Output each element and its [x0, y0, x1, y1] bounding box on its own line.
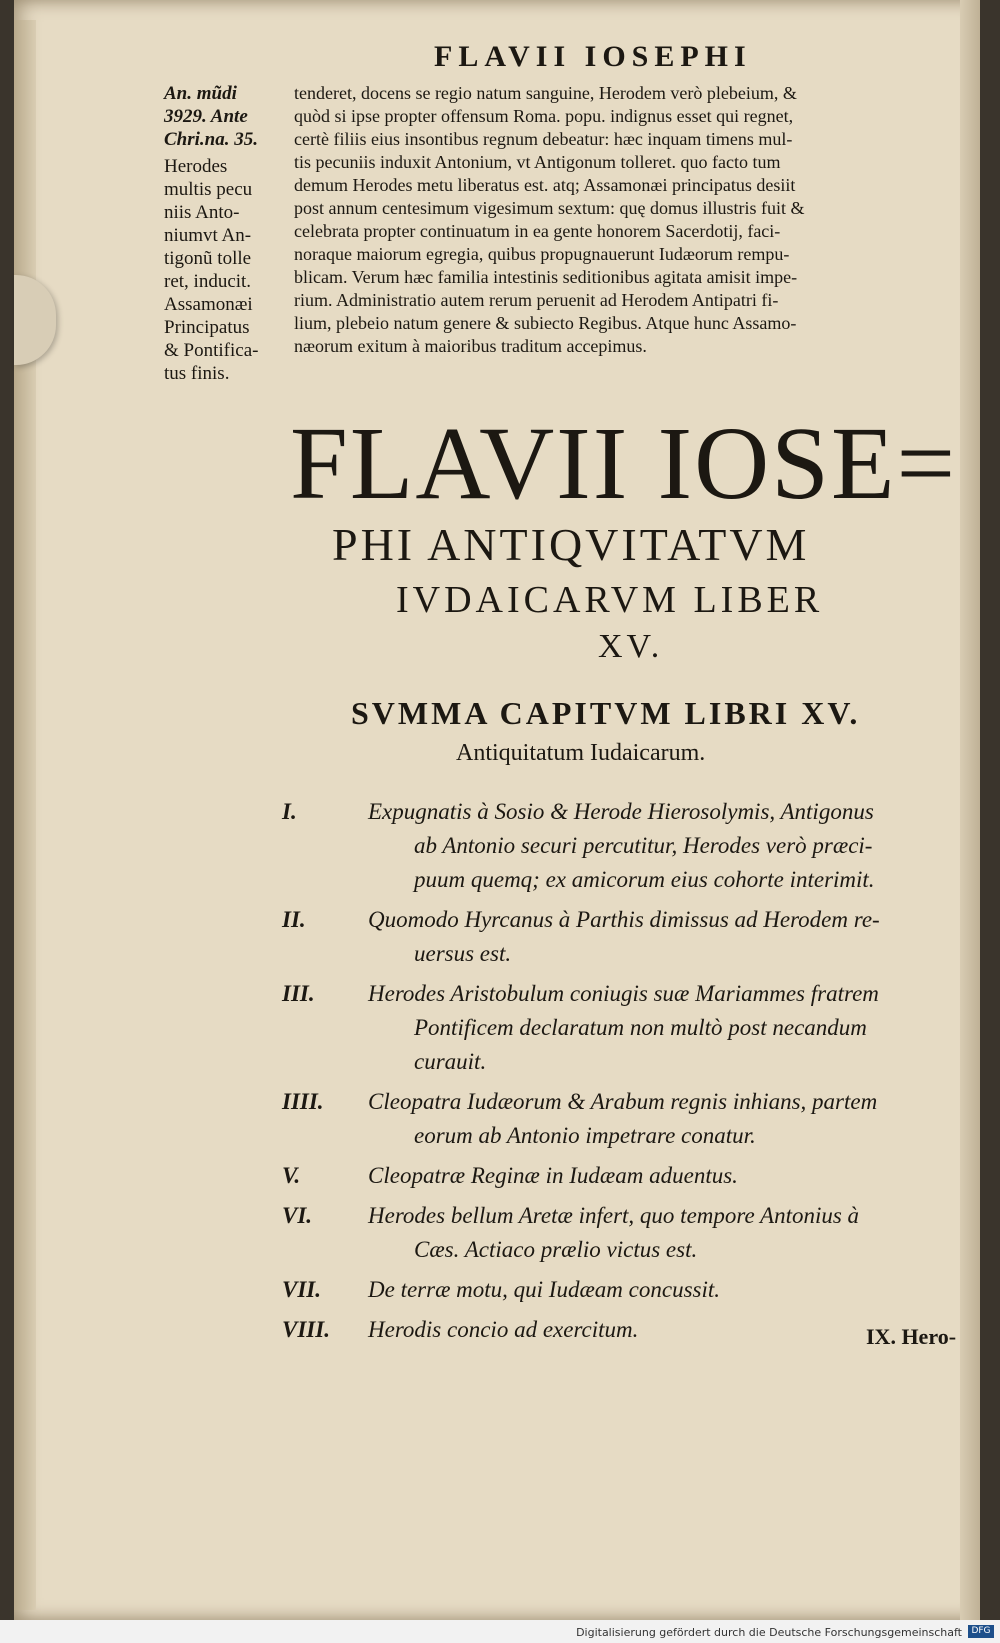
margin-line: tigonũ tolle [164, 248, 252, 269]
prose-line: lium, plebeio natum genere & subiecto Regibus. Atque hunc Assamo- [294, 313, 797, 333]
chapter-number: I. [282, 799, 297, 824]
page-clip [14, 275, 56, 365]
margin-year: An. mũdi 3929. Ante Chri.na. 35. [164, 83, 258, 150]
book-page [14, 0, 980, 1620]
chapter-number: III. [282, 981, 315, 1006]
prose-line: quòd si ipse propter offensum Roma. popu. indignus esset qui regnet, [294, 106, 794, 126]
chapter-line: De terræ motu, qui Iudæam concussit. [368, 1277, 721, 1302]
prose-line: tis pecuniis induxit Antonium, vt Antigonum tolleret. quo facto tum [294, 152, 781, 172]
chapter-line: Herodes bellum Aretæ infert, quo tempore Antonius à [368, 1203, 860, 1228]
book-title-line4: XV. [598, 628, 664, 665]
chapter-line: Pontificem declaratum non multò post necandum [414, 1015, 867, 1040]
chapter-line: uersus est. [414, 941, 512, 966]
chapter-entry [282, 977, 982, 1079]
margin-line: multis pecu [164, 179, 253, 200]
chapter-line: Cleopatra Iudæorum & Arabum regnis inhians, partem [368, 1089, 878, 1114]
chapter-number: VII. [282, 1277, 321, 1302]
chapter-list [282, 795, 982, 1353]
book-title: FLAVII IOSE= [290, 406, 958, 521]
dfg-logo[interactable]: DFG [968, 1625, 994, 1638]
summa-subheading: Antiquitatum Iudaicarum. [456, 740, 706, 766]
chapter-entry [282, 1273, 982, 1307]
chapter-line: Herodes Aristobulum coniugis suæ Mariammes fratrem [368, 981, 879, 1006]
margin-line: & Pontifica- [164, 340, 259, 361]
chapter-number: IIII. [282, 1089, 324, 1114]
chapter-line: Cleopatræ Reginæ in Iudæam aduentus. [368, 1163, 738, 1188]
chapter-line: Cæs. Actiaco prælio victus est. [414, 1237, 698, 1262]
book-title-line2: PHI ANTIQVITATVM [332, 519, 810, 570]
chapter-line: Herodis concio ad exercitum. [368, 1317, 639, 1342]
chapter-line: puum quemq; ex amicorum eius cohorte interimit. [414, 867, 875, 892]
running-head: FLAVII IOSEPHI [434, 40, 752, 73]
chapter-number: VIII. [282, 1317, 330, 1342]
catchword: IX. Hero- [866, 1324, 957, 1349]
margin-line: Herodes [164, 156, 228, 177]
prose-line: noraque maiorum egregia, quibus propugnauerunt Iudæorum rempu- [294, 244, 790, 264]
prose-line: certè filiis eius insontibus regnum debeatur: hæc inquam timens mul- [294, 129, 793, 149]
margin-line: Assamonæi [164, 294, 253, 315]
prose-line: celebrata propter continuatum in ea gente honorem Sacerdotij, faci- [294, 221, 781, 241]
page-spine-edge [14, 20, 36, 1610]
chapter-line: Expugnatis à Sosio & Herode Hierosolymis, Antigonus [368, 799, 874, 824]
chapter-entry [282, 795, 982, 897]
chapter-line: eorum ab Antonio impetrare conatur. [414, 1123, 756, 1148]
chapter-entry [282, 1085, 982, 1153]
chapter-entry [282, 1159, 982, 1193]
chapter-entry [282, 903, 982, 971]
prose-line: post annum centesimum vigesimum sextum: quę domus illustris fuit & [294, 198, 805, 218]
margin-note [164, 82, 284, 385]
chapter-line: Quomodo Hyrcanus à Parthis dimissus ad Herodem re- [368, 907, 880, 932]
prose-line: tenderet, docens se regio natum sanguine, Herodem verò plebeium, & [294, 83, 797, 103]
prose-line: blicam. Verum hæc familia intestinis seditionibus agitata amisit impe- [294, 267, 798, 287]
prose-paragraph [294, 82, 954, 358]
prose-line: næorum exitum à maioribus traditum accepimus. [294, 336, 647, 356]
margin-line: niumvt An- [164, 225, 252, 246]
margin-line: niis Anto- [164, 202, 240, 223]
chapter-number: VI. [282, 1203, 313, 1228]
margin-line: tus finis. [164, 363, 230, 384]
chapter-number: V. [282, 1163, 301, 1188]
book-title-line3: IVDAICARVM LIBER [396, 579, 824, 621]
prose-line: rium. Administratio autem rerum peruenit ad Herodem Antipatri fi- [294, 290, 779, 310]
margin-line: ret, inducit. [164, 271, 252, 292]
margin-line: Principatus [164, 317, 250, 338]
chapter-line: ab Antonio securi percutitur, Herodes verò præci- [414, 833, 873, 858]
summa-heading: SVMMA CAPITVM LIBRI XV. [351, 695, 861, 731]
chapter-number: II. [282, 907, 306, 932]
footer-credit: Digitalisierung gefördert durch die Deutsche Forschungsgemeinschaft [576, 1626, 962, 1639]
prose-line: demum Herodes metu liberatus est. atq; Assamonæi principatus desiit [294, 175, 796, 195]
chapter-entry [282, 1199, 982, 1267]
digitization-footer [0, 1620, 1000, 1643]
chapter-line: curauit. [414, 1049, 487, 1074]
